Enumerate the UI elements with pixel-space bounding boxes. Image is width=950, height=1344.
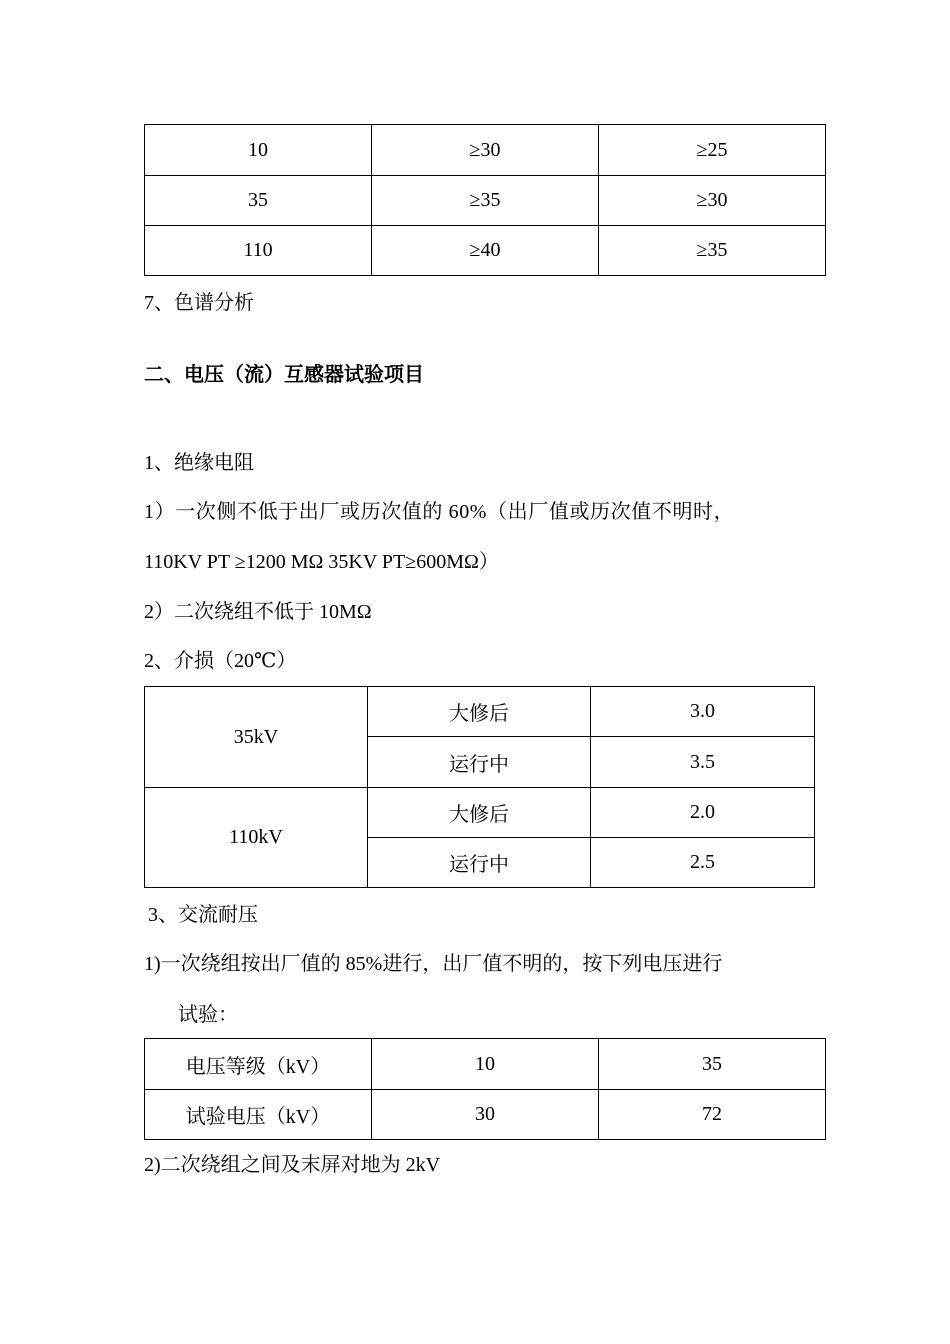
table-cell: ≥25: [599, 125, 826, 176]
ac-withstand-line-2: 2)二次绕组之间及末屏对地为 2kV: [144, 1154, 441, 1176]
table-cell: ≥35: [599, 226, 826, 276]
table-row: [145, 125, 826, 176]
table-cell: ≥40: [372, 226, 599, 276]
insulation-title: 1、绝缘电阻: [144, 452, 254, 474]
insulation-line-3: 2）二次绕组不低于 10MΩ: [144, 601, 372, 623]
insulation-line-2: 110KV PT ≥1200 MΩ 35KV PT≥600MΩ）: [144, 551, 499, 573]
table-cell: 3.5: [591, 737, 815, 788]
ac-withstand-line-1: 1)一次绕组按出厂值的 85%进行，出厂值不明的，按下列电压进行: [144, 953, 723, 975]
voltage-cell: 110kV: [145, 788, 368, 888]
dielectric-title: 2、介损（20℃）: [144, 650, 297, 672]
table-cell: 3.0: [591, 687, 815, 737]
table-cell: 10: [145, 125, 372, 176]
table-cell: 大修后: [368, 788, 591, 838]
table-cell: 72: [599, 1090, 826, 1140]
table-cell: 30: [372, 1090, 599, 1140]
item-7-text: 7、色谱分析: [144, 292, 254, 314]
table-cell: ≥30: [372, 125, 599, 176]
table-cell: ≥35: [372, 176, 599, 226]
table-row: [145, 788, 815, 838]
table-cell: 试验电压（kV）: [145, 1090, 372, 1140]
section-2-heading: 二、电压（流）互感器试验项目: [144, 362, 424, 386]
table-cell: 2.5: [591, 838, 815, 888]
voltage-cell: 35kV: [145, 687, 368, 788]
table-row: [145, 176, 826, 226]
table-cell: 2.0: [591, 788, 815, 838]
table-row: [145, 1039, 826, 1090]
table-row: [145, 687, 815, 737]
table-cell: 运行中: [368, 838, 591, 888]
table-cell: ≥30: [599, 176, 826, 226]
oil-breakdown-table: [144, 124, 826, 276]
table-cell: 110: [145, 226, 372, 276]
ac-withstand-line-1b: 试验：: [178, 1004, 238, 1026]
dielectric-loss-table: [144, 686, 815, 888]
table-row: [145, 226, 826, 276]
table-cell: 10: [372, 1039, 599, 1090]
table-cell: 大修后: [368, 687, 591, 737]
table-cell: 35: [145, 176, 372, 226]
table-cell: 电压等级（kV）: [145, 1039, 372, 1090]
table-row: [145, 1090, 826, 1140]
insulation-line-1: 1）一次侧不低于出厂或历次值的 60%（出厂值或历次值不明时，: [144, 501, 735, 523]
test-voltage-table: [144, 1038, 826, 1140]
table-cell: 35: [599, 1039, 826, 1090]
table-cell: 运行中: [368, 737, 591, 788]
ac-withstand-title: 3、交流耐压: [148, 904, 258, 926]
